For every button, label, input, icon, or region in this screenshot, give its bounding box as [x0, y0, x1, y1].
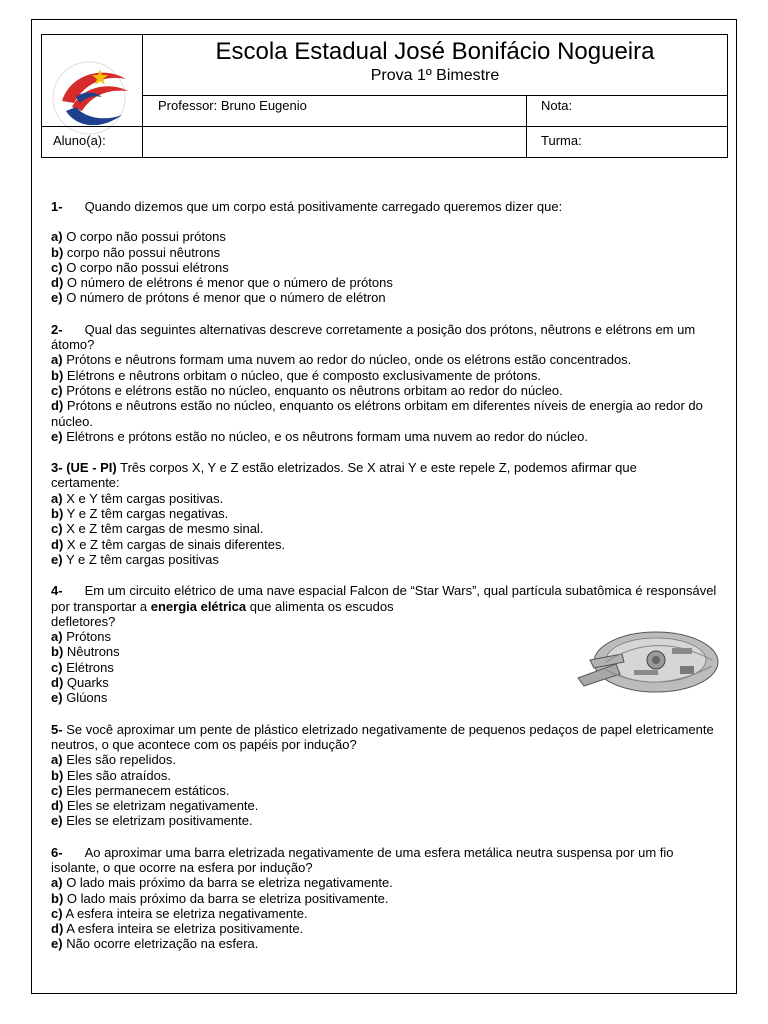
option-text: O número de prótons é menor que o número de elétron: [66, 290, 386, 306]
millennium-falcon-image: [576, 620, 724, 700]
question-5: [51, 722, 721, 829]
option-letter: b): [51, 367, 64, 383]
option-letter: d): [51, 398, 64, 414]
option-text: O corpo não possui elétrons: [66, 259, 229, 275]
option-text: O lado mais próximo da barra se eletriza positivamente.: [66, 890, 389, 906]
option-e: [51, 813, 721, 828]
question-text-continued: que alimenta os escudos: [249, 598, 394, 614]
student-label: Aluno(a):: [53, 133, 106, 148]
option-c: [51, 906, 721, 921]
option-text: Prótons e nêutrons formam uma nuvem ao redor do núcleo, onde os elétrons estão concentrados.: [66, 352, 632, 368]
question-number: 2-: [51, 321, 63, 337]
question-emphasis: energia elétrica: [150, 598, 247, 614]
option-text: Glúons: [66, 690, 108, 706]
option-c: [51, 521, 721, 536]
option-letter: e): [51, 690, 63, 706]
option-letter: a): [51, 629, 63, 645]
option-letter: c): [51, 382, 63, 398]
option-e: [51, 552, 721, 567]
option-letter: a): [51, 490, 63, 506]
option-text: A esfera inteira se eletriza positivamente.: [66, 921, 304, 937]
question-number: 3-: [51, 460, 63, 476]
option-text: X e Z têm cargas de mesmo sinal.: [66, 521, 264, 537]
question-number: 1-: [51, 199, 63, 214]
option-letter: a): [51, 352, 63, 368]
question-text: Em um circuito elétrico de uma nave espacial Falcon de “Star Wars”, qual partícula subatômica é responsável por transportar a: [51, 583, 717, 614]
exam-header: [41, 34, 728, 158]
option-text: Eles permanecem estáticos.: [66, 782, 230, 798]
option-letter: e): [51, 936, 63, 952]
option-text: Y e Z têm cargas negativas.: [66, 506, 229, 522]
option-letter: a): [51, 752, 63, 768]
option-d: [51, 398, 721, 429]
question-text: Três corpos X, Y e Z estão eletrizados. Se X atrai Y e este repele Z, podemos afirmar que certamente:: [51, 460, 637, 491]
option-d: [51, 275, 721, 290]
question-text-line3: defletores?: [51, 613, 116, 629]
option-letter: d): [51, 675, 64, 691]
option-letter: b): [51, 767, 64, 783]
questions-list: [51, 199, 721, 968]
option-b: [51, 368, 721, 383]
header-divider: [42, 126, 728, 127]
question-6: [51, 845, 721, 952]
option-text: A esfera inteira se eletriza negativamente.: [65, 905, 308, 921]
exam-name: Prova 1º Bimestre: [370, 67, 500, 84]
option-text: Y e Z têm cargas positivas: [65, 551, 219, 567]
option-text: Nêutrons: [66, 644, 120, 660]
question-text: Quando dizemos que um corpo está positivamente carregado queremos dizer que:: [84, 199, 563, 214]
option-text: Prótons e nêutrons estão no núcleo, enquanto os elétrons orbitam em diferentes níveis de energia ao redor do núcleo.: [51, 398, 703, 429]
option-a: [51, 875, 721, 890]
question-text: Se você aproximar um pente de plástico eletrizado negativamente de pequenos pedaços de papel eletricamente neutros, o que acontece com os papéis por indução?: [51, 721, 714, 752]
header-column-divider: [526, 95, 527, 157]
option-text: corpo não possui nêutrons: [66, 244, 221, 260]
option-c: [51, 260, 721, 275]
option-e: [51, 290, 721, 305]
question-number: 6-: [51, 844, 63, 860]
option-letter: d): [51, 275, 64, 291]
option-letter: b): [51, 244, 64, 260]
question-3: [51, 460, 721, 567]
option-a: [51, 752, 721, 767]
option-text: Eles são repelidos.: [66, 752, 177, 768]
option-letter: b): [51, 890, 64, 906]
option-e: [51, 936, 721, 951]
question-text: Ao aproximar uma barra eletrizada negativamente de uma esfera metálica neutra suspensa por um fio isolante, o que ocorre na esfera por indução?: [51, 844, 674, 875]
option-b: [51, 245, 721, 260]
option-letter: c): [51, 782, 63, 798]
option-text: Elétrons: [66, 659, 114, 675]
grade-label: Nota:: [541, 98, 573, 113]
option-text: Prótons e elétrons estão no núcleo, enquanto os nêutrons orbitam ao redor do núcleo.: [66, 382, 563, 398]
option-letter: c): [51, 259, 63, 275]
option-text: Quarks: [66, 675, 109, 691]
option-letter: b): [51, 644, 64, 660]
option-letter: a): [51, 229, 63, 245]
option-letter: d): [51, 798, 64, 814]
option-a: [51, 352, 721, 367]
option-d: [51, 921, 721, 936]
option-letter: e): [51, 813, 63, 829]
option-text: Elétrons e prótons estão no núcleo, e os nêutrons formam uma nuvem ao redor do núcleo.: [66, 428, 588, 444]
option-letter: c): [51, 521, 63, 537]
option-letter: d): [51, 536, 64, 552]
option-b: [51, 768, 721, 783]
question-text: Qual das seguintes alternativas descreve corretamente a posição dos prótons, nêutrons e elétrons em um átomo?: [51, 321, 696, 353]
option-text: O número de elétrons é menor que o número de prótons: [66, 275, 393, 291]
option-letter: c): [51, 659, 63, 675]
option-letter: e): [51, 290, 63, 306]
option-text: Eles se eletrizam positivamente.: [66, 813, 253, 829]
question-1: [51, 199, 721, 306]
option-text: X e Z têm cargas de sinais diferentes.: [66, 536, 286, 552]
option-letter: b): [51, 506, 64, 522]
option-text: Eles se eletrizam negativamente.: [66, 798, 259, 814]
option-text: O corpo não possui prótons: [66, 229, 226, 245]
option-a: [51, 229, 721, 244]
option-letter: a): [51, 875, 63, 891]
option-text: Elétrons e nêutrons orbitam o núcleo, que é composto exclusivamente de prótons.: [66, 367, 541, 383]
option-text: X e Y têm cargas positivas.: [66, 490, 224, 506]
option-text: Prótons: [66, 629, 111, 645]
option-letter: c): [51, 905, 63, 921]
professor-label: Professor: Bruno Eugenio: [158, 98, 307, 113]
question-number: 4-: [51, 583, 63, 599]
school-name: Escola Estadual José Bonifácio Nogueira: [215, 38, 655, 65]
option-e: [51, 429, 721, 444]
option-d: [51, 537, 721, 552]
option-d: [51, 798, 721, 813]
option-letter: d): [51, 921, 64, 937]
option-text: Não ocorre eletrização na esfera.: [66, 936, 259, 952]
question-2: [51, 322, 721, 444]
option-text: O lado mais próximo da barra se eletriza negativamente.: [66, 875, 393, 891]
class-label: Turma:: [541, 133, 582, 148]
header-divider: [143, 95, 728, 96]
question-number: 5-: [51, 721, 63, 737]
option-c: [51, 783, 721, 798]
option-c: [51, 383, 721, 398]
option-a: [51, 491, 721, 506]
option-text: Eles são atraídos.: [66, 767, 171, 783]
option-letter: e): [51, 551, 63, 567]
option-letter: e): [51, 428, 63, 444]
option-b: [51, 891, 721, 906]
question-source: (UE - PI): [66, 460, 117, 476]
option-b: [51, 506, 721, 521]
